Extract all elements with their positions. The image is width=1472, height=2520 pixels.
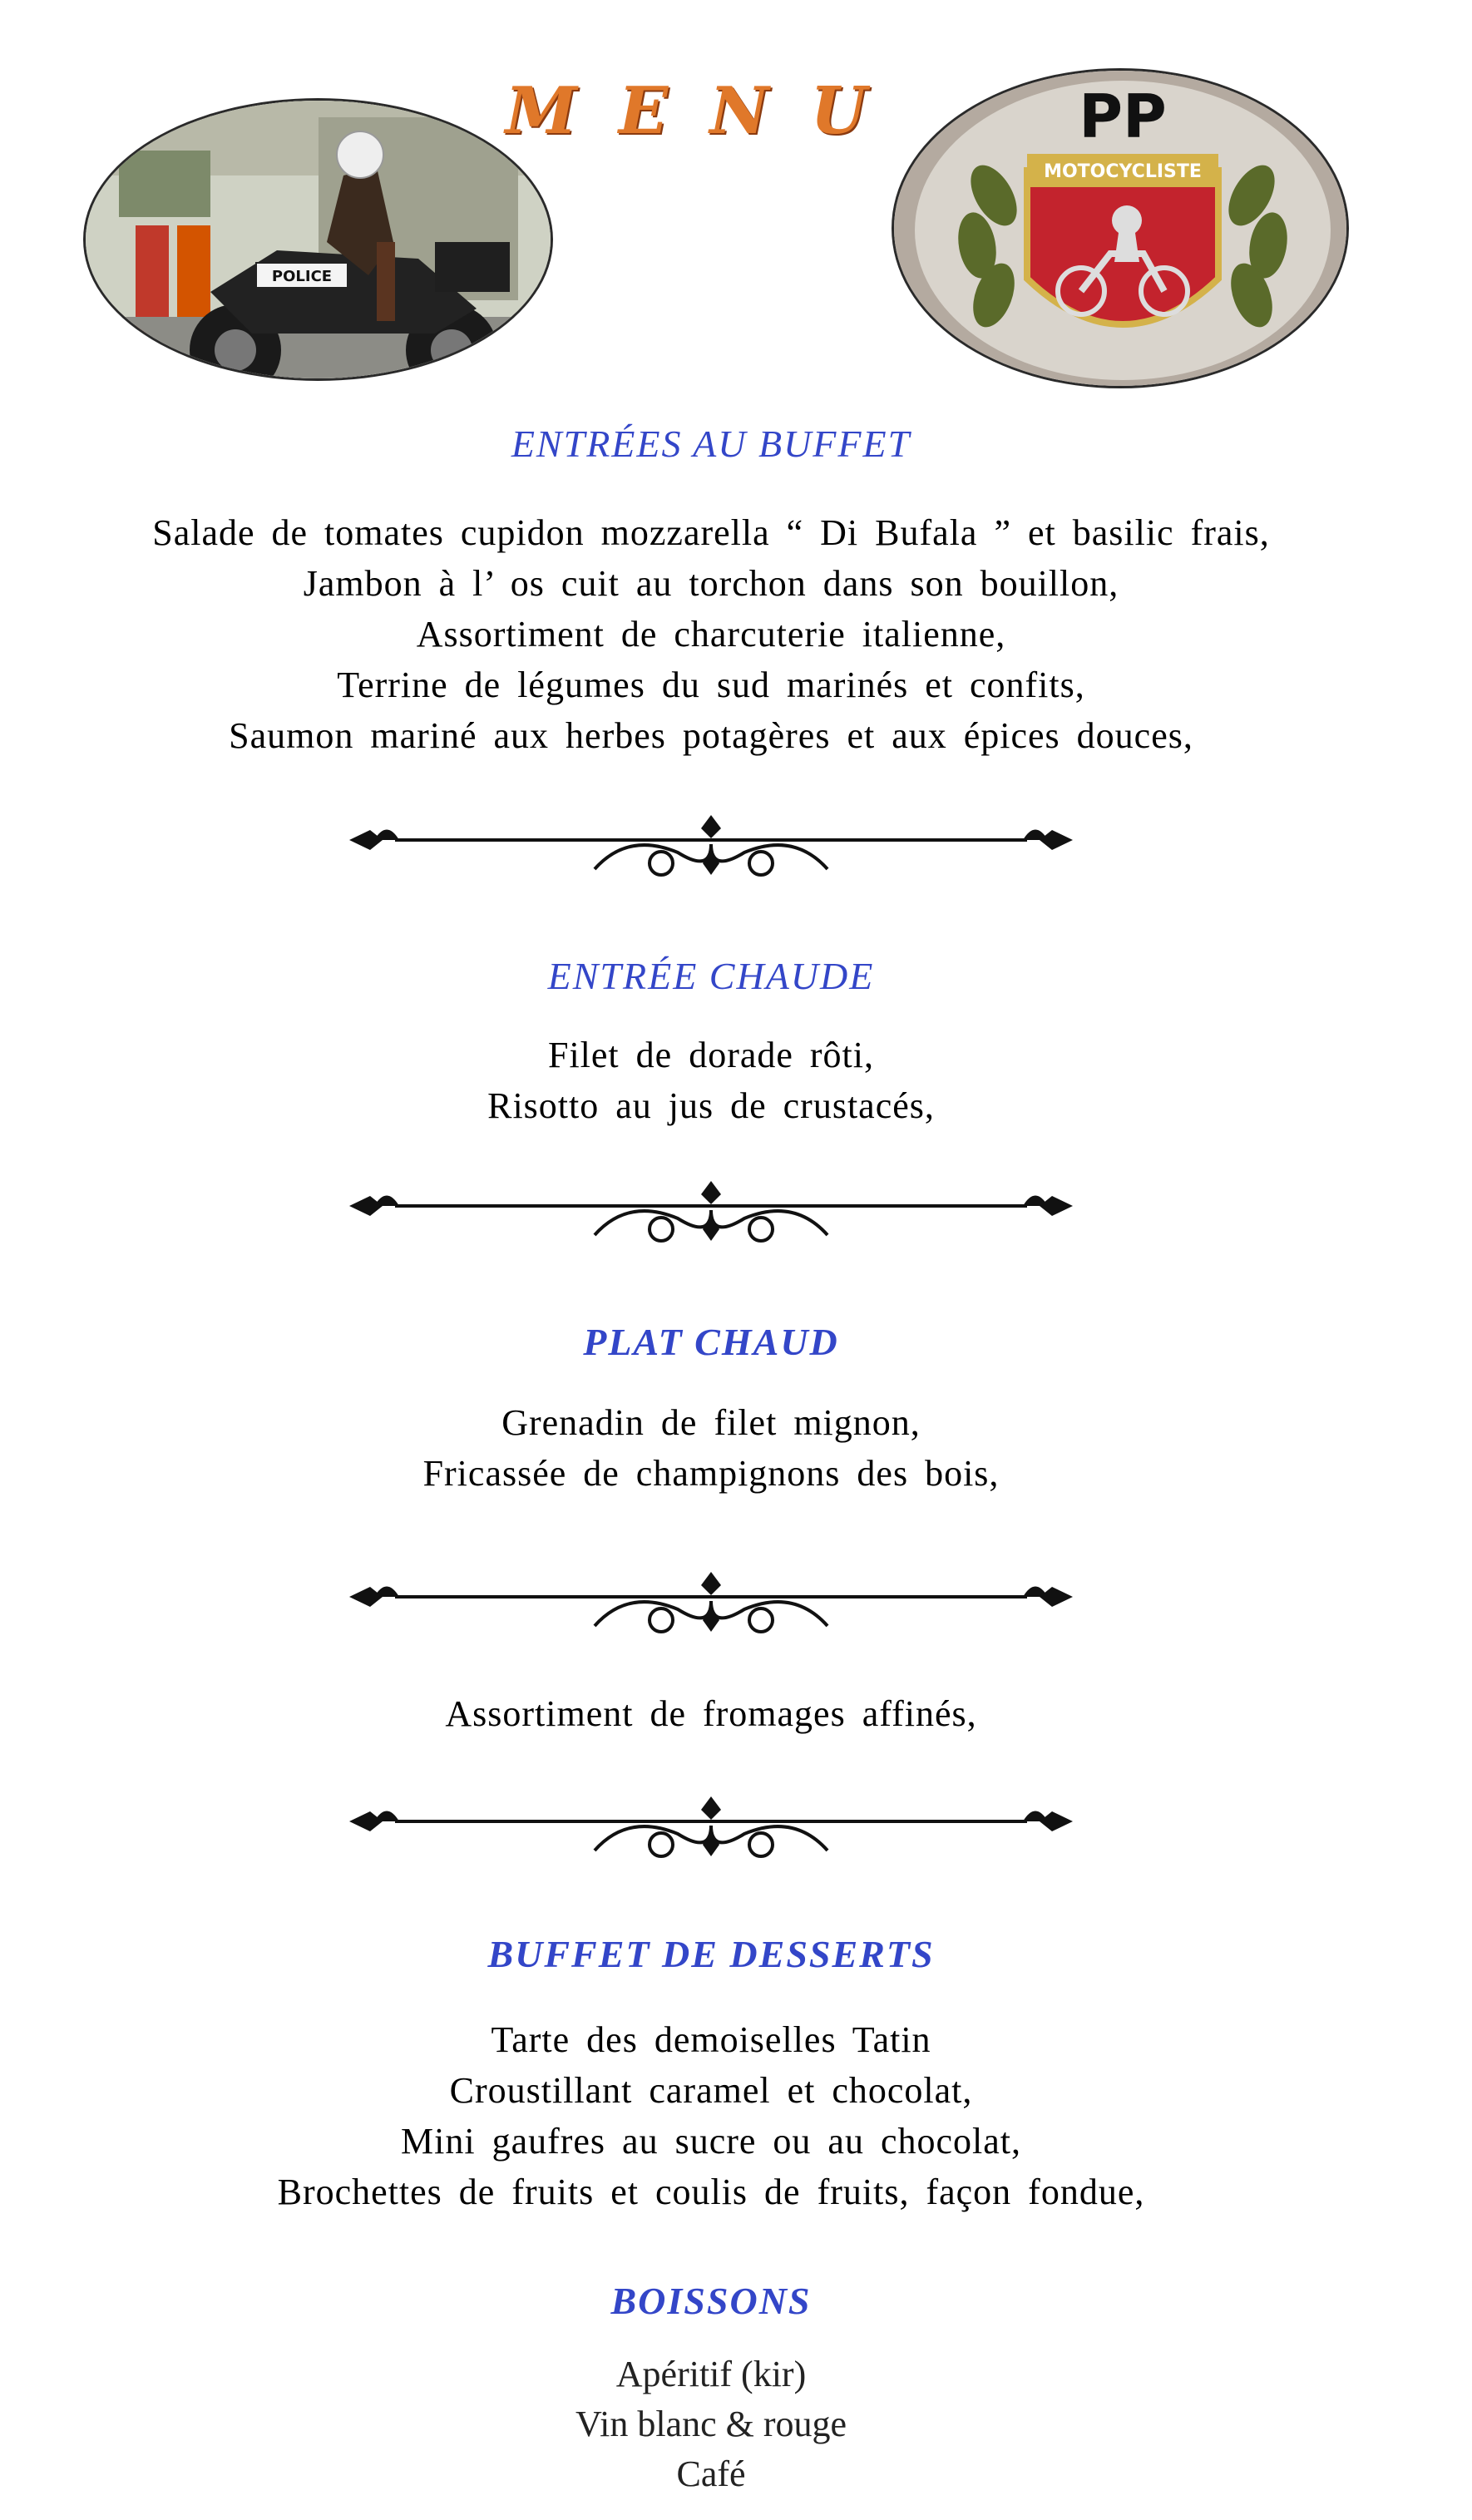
- ornamental-divider: [345, 798, 1077, 898]
- list-item: Risotto au jus de crustacés,: [487, 1085, 935, 1126]
- list-item: Mini gaufres au sucre ou au chocolat,: [401, 2121, 1021, 2162]
- ornamental-divider: [345, 1164, 1077, 1264]
- fromages-list: [0, 1688, 1422, 1739]
- list-item: Salade de tomates cupidon mozzarella “ Di Bufala ” et basilic frais,: [152, 512, 1270, 553]
- list-item: Grenadin de filet mignon,: [501, 1402, 921, 1443]
- list-item: Tarte des demoiselles Tatin: [491, 2019, 931, 2060]
- section-heading-plat-chaud: PLAT CHAUD: [583, 1321, 839, 1363]
- list-item: Vin blanc & rouge: [575, 2404, 847, 2444]
- list-item: Jambon à l’ os cuit au torchon dans son bouillon,: [303, 563, 1119, 604]
- police-plate-text: POLICE: [271, 268, 333, 285]
- section-heading-entrees-buffet: ENTRÉES AU BUFFET: [511, 422, 911, 465]
- list-item: Filet de dorade rôti,: [547, 1035, 874, 1075]
- list-item: Apéritif (kir): [615, 2354, 807, 2394]
- list-item: Terrine de légumes du sud marinés et confits,: [337, 665, 1085, 705]
- list-item: Assortiment de charcuterie italienne,: [416, 614, 1006, 655]
- section-heading-entree-chaude: ENTRÉE CHAUDE: [547, 955, 875, 997]
- crest-badge-text: MOTOCYCLISTE: [1044, 161, 1202, 182]
- ornamental-divider: [345, 1780, 1077, 1880]
- section-heading-boissons: BOISSONS: [610, 2280, 812, 2322]
- entrees-buffet-list: [0, 507, 1422, 761]
- desserts-list: [0, 2014, 1422, 2217]
- list-item: Café: [676, 2453, 746, 2494]
- section-heading-buffet-desserts: BUFFET DE DESSERTS: [487, 1933, 935, 1975]
- entree-chaude-list: [0, 1030, 1422, 1131]
- boissons-list: [0, 2350, 1422, 2499]
- crest-monogram: PP: [1079, 82, 1167, 151]
- police-motorcycle-photo: [83, 98, 553, 381]
- motocycliste-crest-photo: [892, 68, 1349, 388]
- list-item: Assortiment de fromages affinés,: [445, 1693, 977, 1734]
- menu-title: MENU: [505, 73, 909, 149]
- ornamental-divider: [345, 1555, 1077, 1655]
- plat-chaud-list: [0, 1397, 1422, 1499]
- list-item: Brochettes de fruits et coulis de fruits, façon fondue,: [277, 2172, 1145, 2212]
- list-item: Saumon mariné aux herbes potagères et aux épices douces,: [229, 715, 1193, 756]
- list-item: Fricassée de champignons des bois,: [422, 1453, 1000, 1494]
- list-item: Croustillant caramel et chocolat,: [449, 2070, 973, 2111]
